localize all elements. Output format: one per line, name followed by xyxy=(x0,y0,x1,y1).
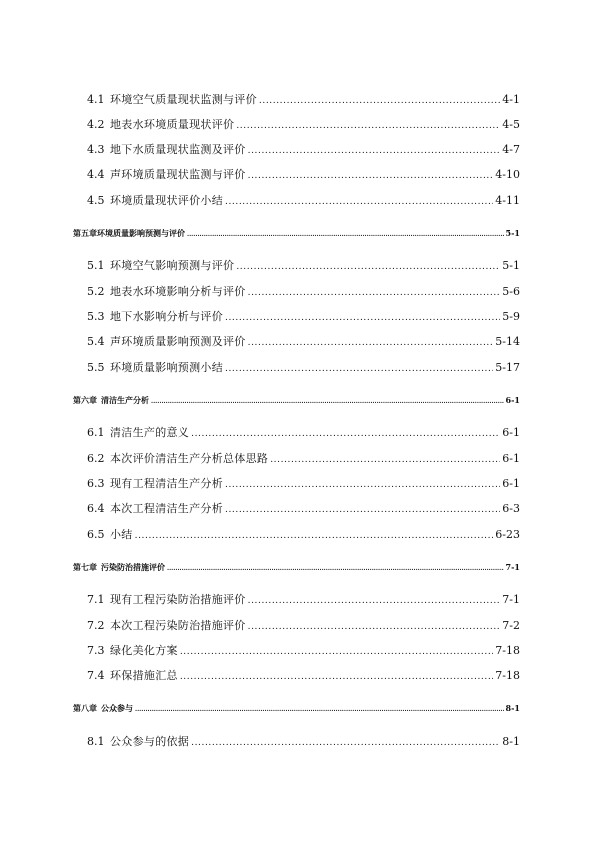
toc-entry-7-2[interactable] xyxy=(87,617,520,633)
dot-leader xyxy=(236,121,500,131)
section-title: 地表水环境质量现状评价 xyxy=(110,118,235,131)
page-number: 5-17 xyxy=(495,361,520,374)
toc-entry-7-4[interactable] xyxy=(87,667,520,683)
dot-leader xyxy=(248,596,501,606)
page-number: 5-9 xyxy=(502,310,520,323)
page-number: 6-1 xyxy=(505,395,520,405)
page-number: 5-1 xyxy=(502,259,520,272)
toc-entry-7-1[interactable] xyxy=(87,591,520,607)
dot-leader xyxy=(225,313,500,323)
toc-entry-4-3[interactable] xyxy=(87,141,520,157)
dot-leader xyxy=(191,738,500,748)
section-number: 6.4 xyxy=(87,502,105,515)
page-number: 8-1 xyxy=(505,703,520,713)
section-number: 5.1 xyxy=(87,259,105,272)
page-number: 4-1 xyxy=(502,93,520,106)
section-title: 本次工程清洁生产分析 xyxy=(110,502,223,515)
toc-entry-4-2[interactable] xyxy=(87,116,520,132)
section-title: 本次工程污染防治措施评价 xyxy=(110,619,246,632)
section-title: 环境空气影响预测与评价 xyxy=(110,259,235,272)
toc-entry-4-5[interactable] xyxy=(87,192,520,208)
section-title: 公众参与的依据 xyxy=(110,735,190,748)
page-number: 4-5 xyxy=(502,118,520,131)
section-number: 6.3 xyxy=(87,477,105,490)
toc-entry-5-2[interactable] xyxy=(87,283,520,299)
dot-leader xyxy=(259,96,500,106)
page-number: 4-7 xyxy=(502,143,520,156)
toc-entry-5-5[interactable] xyxy=(87,359,520,375)
toc-entry-5-3[interactable] xyxy=(87,308,520,324)
dot-leader xyxy=(270,455,500,465)
dot-leader xyxy=(236,262,500,272)
page-number: 4-10 xyxy=(495,168,520,181)
section-number: 5.4 xyxy=(87,335,105,348)
dot-leader xyxy=(225,364,493,374)
section-title: 地下水影响分析与评价 xyxy=(110,310,223,323)
page-number: 6-1 xyxy=(502,477,520,490)
toc-chapter-5[interactable] xyxy=(73,228,520,240)
section-number: 5.3 xyxy=(87,310,105,323)
dot-leader xyxy=(180,672,493,682)
dot-leader xyxy=(248,146,501,156)
section-title: 本次评价清洁生产分析总体思路 xyxy=(110,452,269,465)
section-title: 清洁生产的意义 xyxy=(110,426,190,439)
page-number: 7-18 xyxy=(495,669,520,682)
dot-leader xyxy=(167,565,504,572)
toc-entry-6-1[interactable] xyxy=(87,424,520,440)
section-number: 4.2 xyxy=(87,118,105,131)
page-number: 7-18 xyxy=(495,644,520,657)
section-number: 4.5 xyxy=(87,194,105,207)
chapter-number: 第六章 xyxy=(73,395,97,405)
page-number: 7-2 xyxy=(502,619,520,632)
section-title: 地下水质量现状监测及评价 xyxy=(110,143,246,156)
toc-entry-7-3[interactable] xyxy=(87,642,520,658)
toc-entry-6-4[interactable] xyxy=(87,500,520,516)
page-number: 5-14 xyxy=(495,335,520,348)
page-number: 7-1 xyxy=(502,593,520,606)
section-number: 4.4 xyxy=(87,168,105,181)
section-number: 8.1 xyxy=(87,735,105,748)
page-number: 7-1 xyxy=(505,562,520,572)
dot-leader xyxy=(248,288,501,298)
page-number: 5-1 xyxy=(505,228,520,238)
toc-entry-8-1[interactable] xyxy=(87,733,520,749)
page-number: 6-23 xyxy=(495,528,520,541)
dot-leader xyxy=(225,505,500,515)
toc-entry-4-4[interactable] xyxy=(87,166,520,182)
section-title: 环境质量影响预测小结 xyxy=(110,361,223,374)
section-number: 6.2 xyxy=(87,452,105,465)
section-title: 现有工程清洁生产分析 xyxy=(110,477,223,490)
dot-leader xyxy=(187,231,504,238)
section-number: 4.1 xyxy=(87,93,105,106)
toc-entry-6-2[interactable] xyxy=(87,450,520,466)
toc-entry-4-1[interactable] xyxy=(87,91,520,107)
section-number: 7.2 xyxy=(87,619,105,632)
toc-chapter-6[interactable] xyxy=(73,395,520,407)
section-title: 现有工程污染防治措施评价 xyxy=(110,593,246,606)
toc-entry-6-5[interactable] xyxy=(87,526,520,542)
chapter-title: 清洁生产分析 xyxy=(101,395,149,405)
page-number: 8-1 xyxy=(502,735,520,748)
section-title: 环保措施汇总 xyxy=(110,669,178,682)
dot-leader xyxy=(135,706,504,713)
page-number: 6-1 xyxy=(502,426,520,439)
section-number: 4.3 xyxy=(87,143,105,156)
dot-leader xyxy=(225,480,500,490)
section-title: 声环境质量影响预测及评价 xyxy=(110,335,246,348)
chapter-title: 污染防治措施评价 xyxy=(101,562,165,572)
dot-leader xyxy=(180,647,493,657)
dot-leader xyxy=(248,338,494,348)
dot-leader xyxy=(248,622,501,632)
section-title: 声环境质量现状监测与评价 xyxy=(110,168,246,181)
section-number: 6.5 xyxy=(87,528,105,541)
section-number: 5.5 xyxy=(87,361,105,374)
section-title: 绿化美化方案 xyxy=(110,644,178,657)
section-title: 环境空气质量现状监测与评价 xyxy=(110,93,257,106)
toc-chapter-8[interactable] xyxy=(73,703,520,715)
chapter-number: 第七章 xyxy=(73,562,97,572)
dot-leader xyxy=(151,398,504,405)
section-title: 环境质量现状评价小结 xyxy=(110,194,223,207)
section-title: 小结 xyxy=(110,528,133,541)
dot-leader xyxy=(135,531,494,541)
section-number: 7.4 xyxy=(87,669,105,682)
section-number: 7.1 xyxy=(87,593,105,606)
section-number: 5.2 xyxy=(87,285,105,298)
chapter-number: 第八章 xyxy=(73,703,97,713)
page-number: 5-6 xyxy=(502,285,520,298)
toc-entry-5-1[interactable] xyxy=(87,257,520,273)
section-number: 7.3 xyxy=(87,644,105,657)
page-number: 6-1 xyxy=(502,452,520,465)
chapter-title: 公众参与 xyxy=(101,703,133,713)
toc-entry-5-4[interactable] xyxy=(87,333,520,349)
section-number: 6.1 xyxy=(87,426,105,439)
toc-entry-6-3[interactable] xyxy=(87,475,520,491)
section-title: 地表水环境影响分析与评价 xyxy=(110,285,246,298)
toc-chapter-7[interactable] xyxy=(73,562,520,574)
dot-leader xyxy=(191,429,500,439)
page-number: 4-11 xyxy=(495,194,520,207)
dot-leader xyxy=(248,171,494,181)
chapter-title: 第五章环境质量影响预测与评价 xyxy=(73,228,185,238)
dot-leader xyxy=(225,197,493,207)
page-number: 6-3 xyxy=(502,502,520,515)
